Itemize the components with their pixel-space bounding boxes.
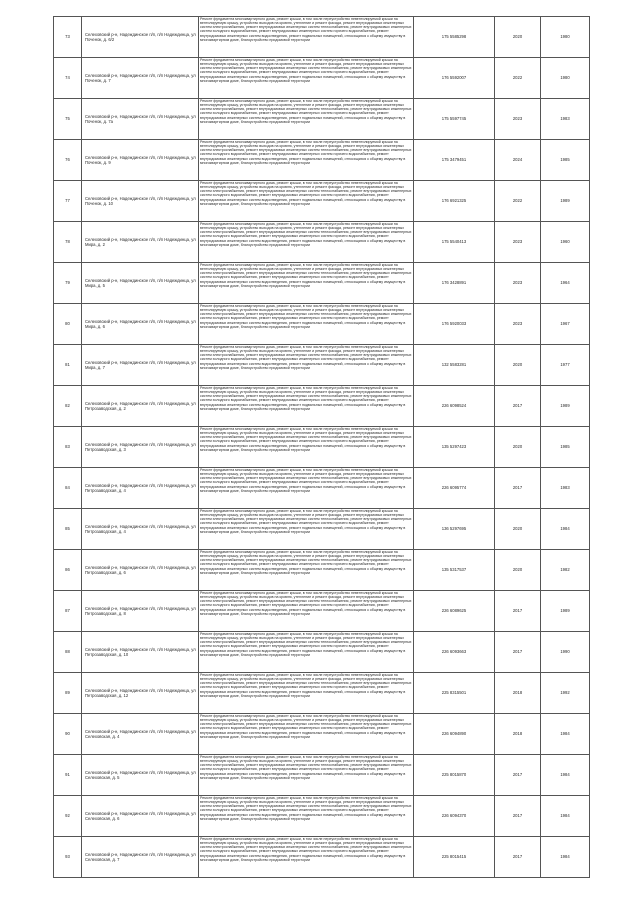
works-text: Ремонт фундамента многоквартирного дома, ремонт крыши, в том числе переустройство невентилируемой крыши на вентилируемую крышу, устройство выходов на кровлю, утепление и ремонт фасада, ремонт внутридомовых инженерных систем электроснабжения, ремонт внутридомовых инженерных систем теплоснабжения, ремонт внутридомовых инженерных систем холодного водоснабжения, ремонт внутридомовых инженерных систем горячего водоснабжения, ремонт внутридомовых инженерных систем водоотведения, ремонт подвальных помещений, относящихся к общему имуществу в многоквартирном доме, [200, 345, 412, 370]
works-cell [199, 714, 414, 755]
row-number: 74 [54, 58, 82, 99]
planned-year-cell: 2020 [495, 17, 541, 58]
works-cell [199, 755, 414, 796]
table-row [54, 263, 590, 304]
cost-cell: 226 6094370 [414, 796, 495, 837]
planned-year-cell: 2022 [495, 181, 541, 222]
build-year-cell: 1985 [541, 140, 590, 181]
table-row [54, 714, 590, 755]
table-row [54, 755, 590, 796]
row-number: 92 [54, 796, 82, 837]
works-text: Ремонт фундамента многоквартирного дома, ремонт крыши, в том числе переустройство невентилируемой крыши на вентилируемую крышу, устройство выходов на кровлю, утепление и ремонт фасада, ремонт внутридомовых инженерных систем электроснабжения, ремонт внутридомовых инженерных систем теплоснабжения, ремонт внутридомовых инженерных систем холодного водоснабжения, ремонт внутридомовых инженерных систем горячего водоснабжения, ремонт внутридомовых инженерных систем водоотведения, ремонт подвальных помещений, относящихся к общему имуществу в многоквартирном доме, [200, 673, 412, 698]
works-text: Ремонт фундамента многоквартирного дома, ремонт крыши, в том числе переустройство невентилируемой крыши на вентилируемую крышу, устройство выходов на кровлю, утепление и ремонт фасада, ремонт внутридомовых инженерных систем электроснабжения, ремонт внутридомовых инженерных систем теплоснабжения, ремонт внутридомовых инженерных систем холодного водоснабжения, ремонт внутридомовых инженерных систем горячего водоснабжения, ремонт внутридомовых инженерных систем водоотведения, ремонт подвальных помещений, относящихся к общему имуществу в многоквартирном доме, [200, 509, 412, 534]
works-tail: благоустройство придомовой территории [240, 119, 311, 124]
cost-cell: 226 6089625 [414, 591, 495, 632]
table-row [54, 673, 590, 714]
planned-year-cell: 2020 [495, 345, 541, 386]
build-year-cell: 1984 [541, 509, 590, 550]
build-year-cell: 1984 [541, 755, 590, 796]
cost-cell: 226 6094890 [414, 714, 495, 755]
works-tail: благоустройство придомовой территории [240, 652, 311, 657]
row-number: 88 [54, 632, 82, 673]
row-number: 81 [54, 345, 82, 386]
cost-cell: 132 5583281 [414, 345, 495, 386]
row-number: 93 [54, 837, 82, 878]
build-year-cell: 1984 [541, 796, 590, 837]
address-cell: Селеховский р-н, Надеждинское п/п, п/п Надеждинца, ул Селеховская, д. 4 [82, 714, 199, 755]
build-year-cell: 1992 [541, 673, 590, 714]
cost-cell: 226 6098524 [414, 386, 495, 427]
cost-cell: 135 5317537 [414, 550, 495, 591]
row-number: 79 [54, 263, 82, 304]
cost-cell: 176 3428891 [414, 263, 495, 304]
works-tail: благоустройство придомовой территории [240, 775, 311, 780]
row-number: 75 [54, 99, 82, 140]
build-year-cell: 1990 [541, 632, 590, 673]
cost-cell: 175 5585298 [414, 17, 495, 58]
build-year-cell: 1983 [541, 99, 590, 140]
works-tail: благоустройство придомовой территории [240, 529, 311, 534]
table-row [54, 509, 590, 550]
works-text: Ремонт фундамента многоквартирного дома, ремонт крыши, в том числе переустройство невентилируемой крыши на вентилируемую крышу, устройство выходов на кровлю, утепление и ремонт фасада, ремонт внутридомовых инженерных систем электроснабжения, ремонт внутридомовых инженерных систем теплоснабжения, ремонт внутридомовых инженерных систем холодного водоснабжения, ремонт внутридомовых инженерных систем горячего водоснабжения, ремонт внутридомовых инженерных систем водоотведения, ремонт подвальных помещений, относящихся к общему имуществу в многоквартирном доме, [200, 427, 412, 452]
planned-year-cell: 2017 [495, 755, 541, 796]
table-row [54, 140, 590, 181]
planned-year-cell: 2020 [495, 550, 541, 591]
works-tail: благоустройство придомовой территории [240, 447, 311, 452]
row-number: 84 [54, 468, 82, 509]
works-cell [199, 632, 414, 673]
planned-year-cell: 2023 [495, 222, 541, 263]
works-text: Ремонт фундамента многоквартирного дома, ремонт крыши, в том числе переустройство невентилируемой крыши на вентилируемую крышу, устройство выходов на кровлю, утепление и ремонт фасада, ремонт внутридомовых инженерных систем электроснабжения, ремонт внутридомовых инженерных систем теплоснабжения, ремонт внутридомовых инженерных систем холодного водоснабжения, ремонт внутридомовых инженерных систем горячего водоснабжения, ремонт внутридомовых инженерных систем водоотведения, ремонт подвальных помещений, относящихся к общему имуществу в многоквартирном доме, [200, 591, 412, 616]
works-tail: благоустройство придомовой территории [240, 488, 311, 493]
row-number: 80 [54, 304, 82, 345]
works-text: Ремонт фундамента многоквартирного дома, ремонт крыши, в том числе переустройство невентилируемой крыши на вентилируемую крышу, устройство выходов на кровлю, утепление и ремонт фасада, ремонт внутридомовых инженерных систем электроснабжения, ремонт внутридомовых инженерных систем теплоснабжения, ремонт внутридомовых инженерных систем холодного водоснабжения, ремонт внутридомовых инженерных систем горячего водоснабжения, ремонт внутридомовых инженерных систем водоотведения, ремонт подвальных помещений, относящихся к общему имуществу в многоквартирном доме, [200, 222, 412, 247]
planned-year-cell: 2017 [495, 796, 541, 837]
cost-cell: 136 5297695 [414, 509, 495, 550]
works-cell [199, 468, 414, 509]
works-tail: благоустройство придомовой территории [240, 693, 311, 698]
planned-year-cell: 2018 [495, 673, 541, 714]
works-cell [199, 17, 414, 58]
works-cell [199, 304, 414, 345]
works-text: Ремонт фундамента многоквартирного дома, ремонт крыши, в том числе переустройство невентилируемой крыши на вентилируемую крышу, устройство выходов на кровлю, утепление и ремонт фасада, ремонт внутридомовых инженерных систем электроснабжения, ремонт внутридомовых инженерных систем теплоснабжения, ремонт внутридомовых инженерных систем холодного водоснабжения, ремонт внутридомовых инженерных систем горячего водоснабжения, ремонт внутридомовых инженерных систем водоотведения, ремонт подвальных помещений, относящихся к общему имуществу в многоквартирном доме, [200, 386, 412, 411]
table-row [54, 386, 590, 427]
build-year-cell: 1964 [541, 263, 590, 304]
planned-year-cell: 2018 [495, 714, 541, 755]
planned-year-cell: 2017 [495, 837, 541, 878]
table-row [54, 345, 590, 386]
works-cell [199, 58, 414, 99]
table-row [54, 222, 590, 263]
address-cell: Селеховский р-н, Надеждинское п/п, п/п Надеждинца, ул Мира, д. 5 [82, 263, 199, 304]
table-row [54, 468, 590, 509]
address-cell: Селеховский р-н, Надеждинское п/п, п/п Надеждинца, ул Петрозаводская, д. 6 [82, 550, 199, 591]
cost-cell: 226 6095774 [414, 468, 495, 509]
table-body [54, 17, 590, 878]
address-cell: Селеховский р-н, Надеждинское п/п, п/п Надеждинца, ул Поченок, д. 7 [82, 58, 199, 99]
works-text: Ремонт фундамента многоквартирного дома, ремонт крыши, в том числе переустройство невентилируемой крыши на вентилируемую крышу, устройство выходов на кровлю, утепление и ремонт фасада, ремонт внутридомовых инженерных систем электроснабжения, ремонт внутридомовых инженерных систем теплоснабжения, ремонт внутридомовых инженерных систем холодного водоснабжения, ремонт внутридомовых инженерных систем горячего водоснабжения, ремонт внутридомовых инженерных систем водоотведения, ремонт подвальных помещений, относящихся к общему имуществу в многоквартирном доме, [200, 263, 412, 288]
planned-year-cell: 2023 [495, 304, 541, 345]
build-year-cell: 1989 [541, 181, 590, 222]
planned-year-cell: 2020 [495, 427, 541, 468]
table-row [54, 304, 590, 345]
address-cell: Селеховский р-н, Надеждинское п/п, п/п Надеждинца, ул Петрозаводская, д. 12 [82, 673, 199, 714]
planned-year-cell: 2024 [495, 140, 541, 181]
row-number: 76 [54, 140, 82, 181]
address-cell: Селеховский р-н, Надеждинское п/п, п/п Надеждинца, ул Мира, д. 7 [82, 345, 199, 386]
cost-cell: 225 8015415 [414, 837, 495, 878]
works-cell [199, 591, 414, 632]
table-row [54, 837, 590, 878]
works-tail: благоустройство придомовой территории [240, 160, 311, 165]
planned-year-cell: 2023 [495, 99, 541, 140]
works-cell [199, 99, 414, 140]
works-cell [199, 673, 414, 714]
works-tail: благоустройство придомовой территории [240, 37, 311, 42]
cost-cell: 175 5597745 [414, 99, 495, 140]
works-cell [199, 140, 414, 181]
cost-cell: 225 8015870 [414, 755, 495, 796]
address-cell: Селеховский р-н, Надеждинское п/п, п/п Надеждинца, ул Петрозаводская, д. 2 [82, 386, 199, 427]
row-number: 87 [54, 591, 82, 632]
table-row [54, 99, 590, 140]
address-cell: Селеховский р-н, Надеждинское п/п, п/п Надеждинца, ул Поченок, д. 9 [82, 140, 199, 181]
works-cell [199, 550, 414, 591]
cost-cell: 175 5540413 [414, 222, 495, 263]
row-number: 91 [54, 755, 82, 796]
address-cell: Селеховский р-н, Надеждинское п/п, п/п Надеждинца, ул Мира, д. 6 [82, 304, 199, 345]
works-text: Ремонт фундамента многоквартирного дома, ремонт крыши, в том числе переустройство невентилируемой крыши на вентилируемую крышу, устройство выходов на кровлю, утепление и ремонт фасада, ремонт внутридомовых инженерных систем электроснабжения, ремонт внутридомовых инженерных систем теплоснабжения, ремонт внутридомовых инженерных систем холодного водоснабжения, ремонт внутридомовых инженерных систем горячего водоснабжения, ремонт внутридомовых инженерных систем водоотведения, ремонт подвальных помещений, относящихся к общему имуществу в многоквартирном доме, [200, 304, 412, 329]
works-text: Ремонт фундамента многоквартирного дома, ремонт крыши, в том числе переустройство невентилируемой крыши на вентилируемую крышу, устройство выходов на кровлю, утепление и ремонт фасада, ремонт внутридомовых инженерных систем электроснабжения, ремонт внутридомовых инженерных систем теплоснабжения, ремонт внутридомовых инженерных систем холодного водоснабжения, ремонт внутридомовых инженерных систем горячего водоснабжения, ремонт внутридомовых инженерных систем водоотведения, ремонт подвальных помещений, относящихся к общему имуществу в многоквартирном доме, [200, 58, 412, 83]
table-row [54, 17, 590, 58]
build-year-cell: 1982 [541, 550, 590, 591]
works-text: Ремонт фундамента многоквартирного дома, ремонт крыши, в том числе переустройство невентилируемой крыши на вентилируемую крышу, устройство выходов на кровлю, утепление и ремонт фасада, ремонт внутридомовых инженерных систем электроснабжения, ремонт внутридомовых инженерных систем теплоснабжения, ремонт внутридомовых инженерных систем холодного водоснабжения, ремонт внутридомовых инженерных систем горячего водоснабжения, ремонт внутридомовых инженерных систем водоотведения, ремонт подвальных помещений, относящихся к общему имуществу в многоквартирном доме, [200, 140, 412, 165]
build-year-cell: 1984 [541, 714, 590, 755]
works-tail: благоустройство придомовой территории [240, 324, 311, 329]
address-cell: Селеховский р-н, Надеждинское п/п, п/п Надеждинца, ул Мира, д. 2 [82, 222, 199, 263]
works-cell [199, 837, 414, 878]
cost-cell: 225 8315501 [414, 673, 495, 714]
works-cell [199, 222, 414, 263]
table-row [54, 632, 590, 673]
works-cell [199, 427, 414, 468]
works-text: Ремонт фундамента многоквартирного дома, ремонт крыши, в том числе переустройство невентилируемой крыши на вентилируемую крышу, устройство выходов на кровлю, утепление и ремонт фасада, ремонт внутридомовых инженерных систем электроснабжения, ремонт внутридомовых инженерных систем теплоснабжения, ремонт внутридомовых инженерных систем холодного водоснабжения, ремонт внутридомовых инженерных систем горячего водоснабжения, ремонт внутридомовых инженерных систем водоотведения, ремонт подвальных помещений, относящихся к общему имуществу в многоквартирном доме, [200, 550, 412, 575]
table-row [54, 550, 590, 591]
row-number: 78 [54, 222, 82, 263]
planned-year-cell: 2017 [495, 632, 541, 673]
table-row [54, 591, 590, 632]
planned-year-cell: 2023 [495, 263, 541, 304]
row-number: 73 [54, 17, 82, 58]
planned-year-cell: 2017 [495, 468, 541, 509]
works-text: Ремонт фундамента многоквартирного дома, ремонт крыши, в том числе переустройство невентилируемой крыши на вентилируемую крышу, устройство выходов на кровлю, утепление и ремонт фасада, ремонт внутридомовых инженерных систем электроснабжения, ремонт внутридомовых инженерных систем теплоснабжения, ремонт внутридомовых инженерных систем холодного водоснабжения, ремонт внутридомовых инженерных систем горячего водоснабжения, ремонт внутридомовых инженерных систем водоотведения, ремонт подвальных помещений, относящихся к общему имуществу в многоквартирном доме, [200, 632, 412, 657]
planned-year-cell: 2017 [495, 386, 541, 427]
table-row [54, 58, 590, 99]
works-text: Ремонт фундамента многоквартирного дома, ремонт крыши, в том числе переустройство невентилируемой крыши на вентилируемую крышу, устройство выходов на кровлю, утепление и ремонт фасада, ремонт внутридомовых инженерных систем электроснабжения, ремонт внутридомовых инженерных систем теплоснабжения, ремонт внутридомовых инженерных систем холодного водоснабжения, ремонт внутридомовых инженерных систем горячего водоснабжения, ремонт внутридомовых инженерных систем водоотведения, ремонт подвальных помещений, относящихся к общему имуществу в многоквартирном доме, [200, 755, 412, 780]
works-text: Ремонт фундамента многоквартирного дома, ремонт крыши, в том числе переустройство невентилируемой крыши на вентилируемую крышу, устройство выходов на кровлю, утепление и ремонт фасада, ремонт внутридомовых инженерных систем электроснабжения, ремонт внутридомовых инженерных систем теплоснабжения, ремонт внутридомовых инженерных систем холодного водоснабжения, ремонт внутридомовых инженерных систем горячего водоснабжения, ремонт внутридомовых инженерных систем водоотведения, ремонт подвальных помещений, относящихся к общему имуществу в многоквартирном доме, [200, 837, 412, 862]
works-tail: благоустройство придомовой территории [240, 611, 311, 616]
build-year-cell: 1980 [541, 58, 590, 99]
cost-cell: 176 5920033 [414, 304, 495, 345]
works-cell [199, 181, 414, 222]
build-year-cell: 1989 [541, 386, 590, 427]
build-year-cell: 1983 [541, 468, 590, 509]
row-number: 89 [54, 673, 82, 714]
works-text: Ремонт фундамента многоквартирного дома, ремонт крыши, в том числе переустройство невентилируемой крыши на вентилируемую крышу, устройство выходов на кровлю, утепление и ремонт фасада, ремонт внутридомовых инженерных систем электроснабжения, ремонт внутридомовых инженерных систем теплоснабжения, ремонт внутридомовых инженерных систем холодного водоснабжения, ремонт внутридомовых инженерных систем горячего водоснабжения, ремонт внутридомовых инженерных систем водоотведения, ремонт подвальных помещений, относящихся к общему имуществу в многоквартирном доме, [200, 17, 412, 42]
address-cell: Селеховский р-н, Надеждинское п/п, п/п Надеждинца, ул Поченок, д. 10 [82, 181, 199, 222]
works-text: Ремонт фундамента многоквартирного дома, ремонт крыши, в том числе переустройство невентилируемой крыши на вентилируемую крышу, устройство выходов на кровлю, утепление и ремонт фасада, ремонт внутридомовых инженерных систем электроснабжения, ремонт внутридомовых инженерных систем теплоснабжения, ремонт внутридомовых инженерных систем холодного водоснабжения, ремонт внутридомовых инженерных систем горячего водоснабжения, ремонт внутридомовых инженерных систем водоотведения, ремонт подвальных помещений, относящихся к общему имуществу в многоквартирном доме, [200, 796, 412, 821]
build-year-cell: 1984 [541, 837, 590, 878]
build-year-cell: 1967 [541, 304, 590, 345]
planned-year-cell: 2017 [495, 591, 541, 632]
address-cell: Селеховский р-н, Надеждинское п/п, п/п Надеждинца, ул Поченок, д. 7а [82, 99, 199, 140]
works-tail: благоустройство придомовой территории [240, 78, 311, 83]
row-number: 77 [54, 181, 82, 222]
cost-cell: 176 5592007 [414, 58, 495, 99]
address-cell: Селеховский р-н, Надеждинское п/п, п/п Надеждинца, ул Селеховская, д. 7 [82, 837, 199, 878]
address-cell: Селеховский р-н, Надеждинское п/п, п/п Надеждинца, ул Петрозаводская, д. 4 [82, 509, 199, 550]
table-row [54, 181, 590, 222]
address-cell: Селеховский р-н, Надеждинское п/п, п/п Надеждинца, ул Петрозаводская, д. 8 [82, 591, 199, 632]
row-number: 82 [54, 386, 82, 427]
build-year-cell: 1960 [541, 222, 590, 263]
table-row [54, 427, 590, 468]
works-tail: благоустройство придомовой территории [240, 406, 311, 411]
works-text: Ремонт фундамента многоквартирного дома, ремонт крыши, в том числе переустройство невентилируемой крыши на вентилируемую крышу, устройство выходов на кровлю, утепление и ремонт фасада, ремонт внутридомовых инженерных систем электроснабжения, ремонт внутридомовых инженерных систем теплоснабжения, ремонт внутридомовых инженерных систем холодного водоснабжения, ремонт внутридомовых инженерных систем горячего водоснабжения, ремонт внутридомовых инженерных систем водоотведения, ремонт подвальных помещений, относящихся к общему имуществу в многоквартирном доме, [200, 714, 412, 739]
build-year-cell: 1985 [541, 427, 590, 468]
cost-cell: 175 3479451 [414, 140, 495, 181]
works-cell [199, 386, 414, 427]
capital-repair-table [53, 16, 590, 878]
works-text: Ремонт фундамента многоквартирного дома, ремонт крыши, в том числе переустройство невентилируемой крыши на вентилируемую крышу, устройство выходов на кровлю, утепление и ремонт фасада, ремонт внутридомовых инженерных систем электроснабжения, ремонт внутридомовых инженерных систем теплоснабжения, ремонт внутридомовых инженерных систем холодного водоснабжения, ремонт внутридомовых инженерных систем горячего водоснабжения, ремонт внутридомовых инженерных систем водоотведения, ремонт подвальных помещений, относящихся к общему имуществу в многоквартирном доме, [200, 99, 412, 124]
cost-cell: 135 5297423 [414, 427, 495, 468]
works-tail: благоустройство придомовой территории [240, 570, 311, 575]
works-cell [199, 345, 414, 386]
works-text: Ремонт фундамента многоквартирного дома, ремонт крыши, в том числе переустройство невентилируемой крыши на вентилируемую крышу, устройство выходов на кровлю, утепление и ремонт фасада, ремонт внутридомовых инженерных систем электроснабжения, ремонт внутридомовых инженерных систем теплоснабжения, ремонт внутридомовых инженерных систем холодного водоснабжения, ремонт внутридомовых инженерных систем горячего водоснабжения, ремонт внутридомовых инженерных систем водоотведения, ремонт подвальных помещений, относящихся к общему имуществу в многоквартирном доме, [200, 181, 412, 206]
build-year-cell: 1989 [541, 591, 590, 632]
row-number: 85 [54, 509, 82, 550]
works-tail: благоустройство придомовой территории [240, 201, 311, 206]
cost-cell: 176 6921325 [414, 181, 495, 222]
row-number: 86 [54, 550, 82, 591]
address-cell: Селеховский р-н, Надеждинское п/п, п/п Надеждинца, ул Селеховская, д. 5 [82, 755, 199, 796]
row-number: 83 [54, 427, 82, 468]
works-tail: благоустройство придомовой территории [240, 242, 311, 247]
works-cell [199, 263, 414, 304]
works-cell [199, 509, 414, 550]
works-tail: благоустройство придомовой территории [240, 816, 311, 821]
table-row [54, 796, 590, 837]
works-tail: благоустройство придомовой территории [240, 734, 311, 739]
address-cell: Селеховский р-н, Надеждинское п/п, п/п Надеждинца, ул Петрозаводская, д. 10 [82, 632, 199, 673]
address-cell: Селеховский р-н, Надеждинское п/п, п/п Надеждинца, ул Поченок, д. 6/2 [82, 17, 199, 58]
build-year-cell: 1980 [541, 17, 590, 58]
build-year-cell: 1977 [541, 345, 590, 386]
planned-year-cell: 2022 [495, 58, 541, 99]
works-tail: благоустройство придомовой территории [240, 365, 311, 370]
works-tail: благоустройство придомовой территории [240, 857, 311, 862]
address-cell: Селеховский р-н, Надеждинское п/п, п/п Надеждинца, ул Петрозаводская, д. 3 [82, 427, 199, 468]
address-cell: Селеховский р-н, Надеждинское п/п, п/п Надеждинца, ул Селеховская, д. 6 [82, 796, 199, 837]
works-tail: благоустройство придомовой территории [240, 283, 311, 288]
cost-cell: 226 6093663 [414, 632, 495, 673]
address-cell: Селеховский р-н, Надеждинское п/п, п/п Надеждинца, ул Петрозаводская, д. 4 [82, 468, 199, 509]
works-text: Ремонт фундамента многоквартирного дома, ремонт крыши, в том числе переустройство невентилируемой крыши на вентилируемую крышу, устройство выходов на кровлю, утепление и ремонт фасада, ремонт внутридомовых инженерных систем электроснабжения, ремонт внутридомовых инженерных систем теплоснабжения, ремонт внутридомовых инженерных систем холодного водоснабжения, ремонт внутридомовых инженерных систем горячего водоснабжения, ремонт внутридомовых инженерных систем водоотведения, ремонт подвальных помещений, относящихся к общему имуществу в многоквартирном доме, [200, 468, 412, 493]
works-cell [199, 796, 414, 837]
row-number: 90 [54, 714, 82, 755]
planned-year-cell: 2020 [495, 509, 541, 550]
